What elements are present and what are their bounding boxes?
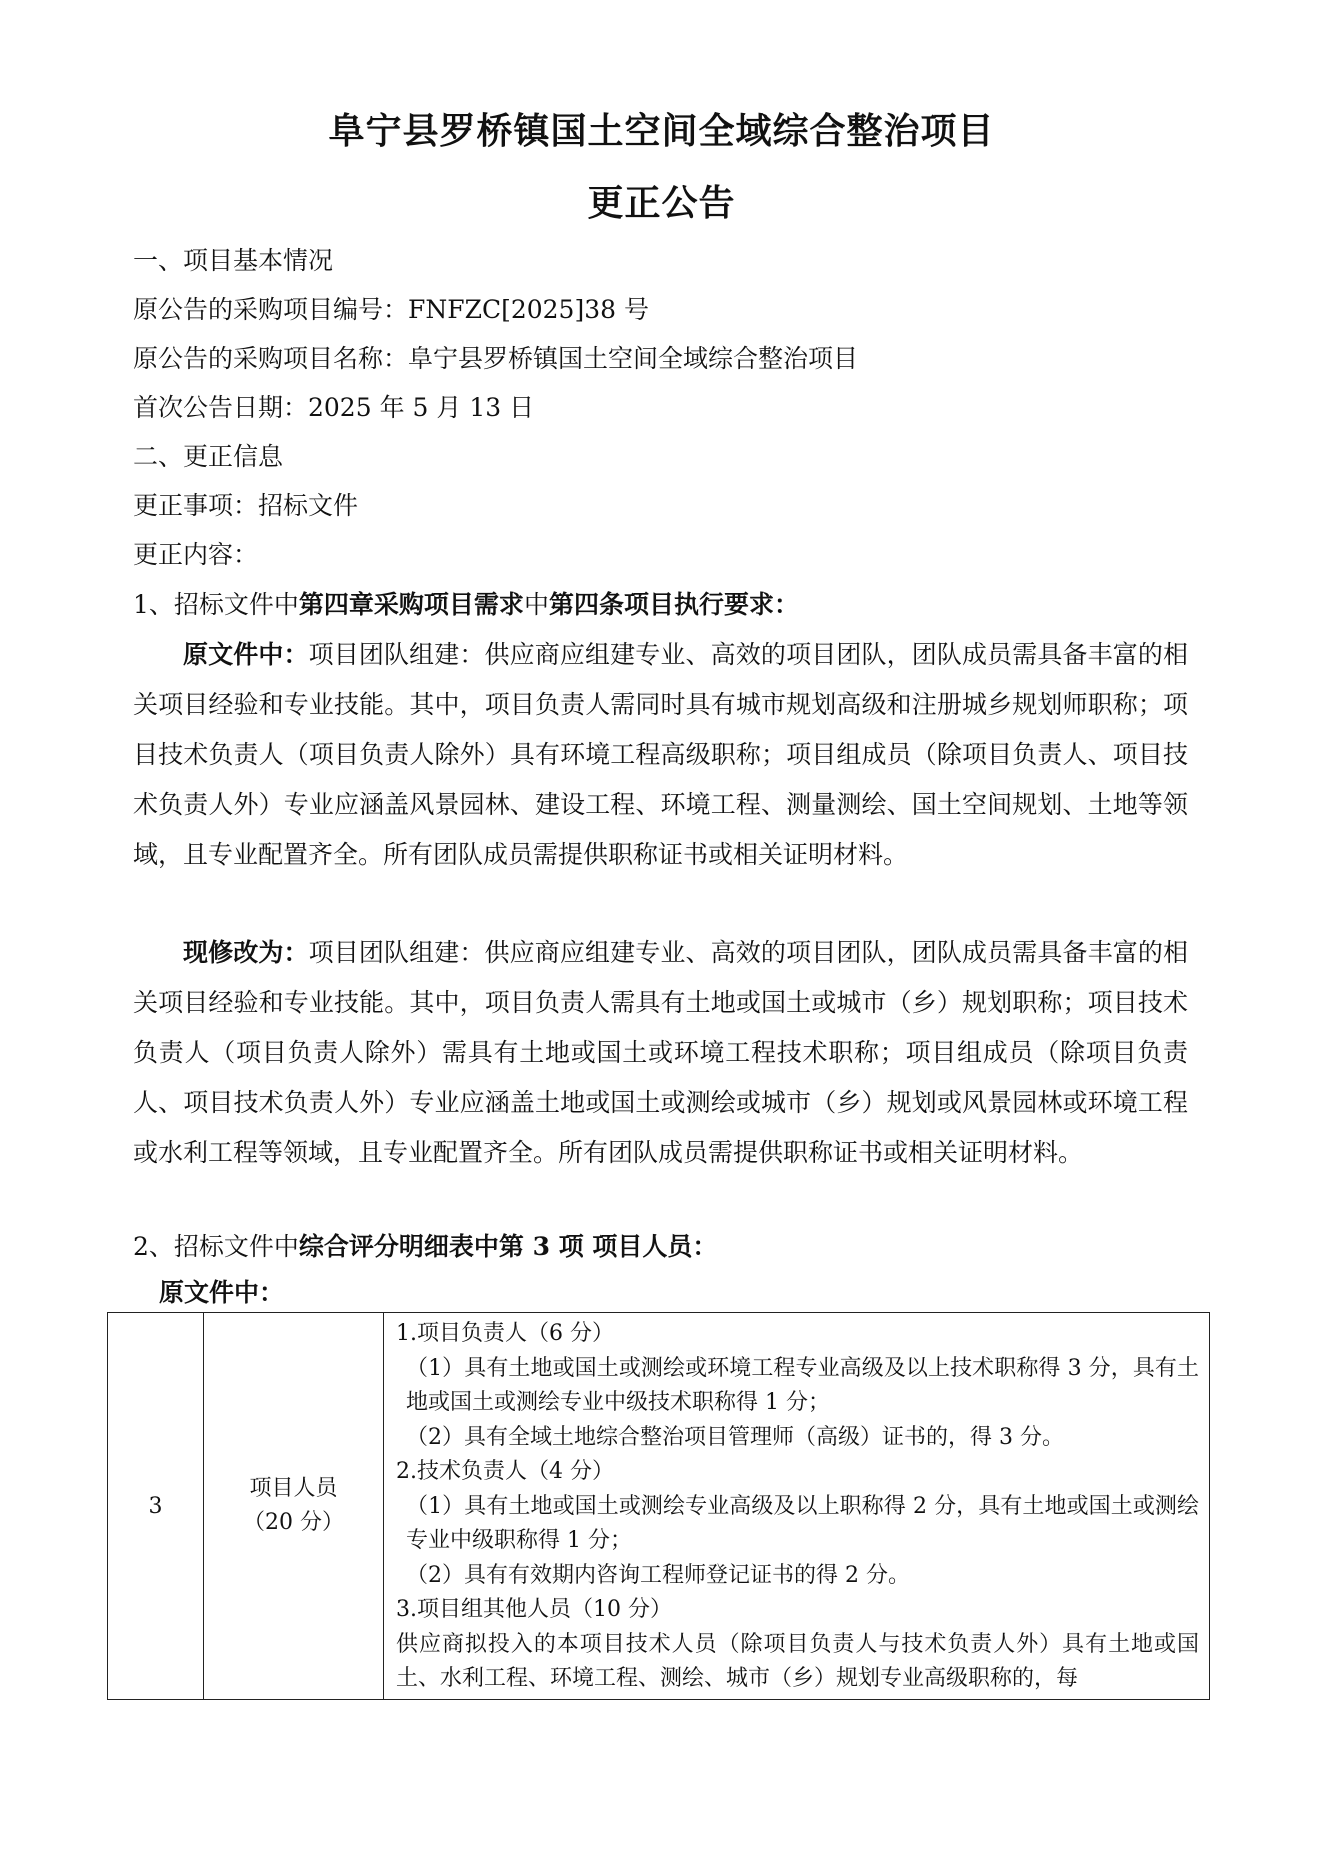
row-number: 3 [108,1313,204,1700]
item1-middle: 中 [523,590,549,619]
criteria-line: （1）具有土地或国土或测绘或环境工程专业高级及以上技术职称得 3 分，具有土地或国土或测绘专业中级技术职称得 1 分； [406,1355,1199,1416]
scoring-table [107,1312,1210,1700]
criteria-line: 2.技术负责人（4 分） [396,1459,614,1485]
original2-label: 原文件中： [159,1278,285,1307]
category-name: 项目人员 [249,1476,338,1501]
original-text: 项目团队组建：供应商应组建专业、高效的项目团队，团队成员需具备丰富的相关项目经验和专业技能。其中，项目负责人需同时具有城市规划高级和注册城乡规划师职称；项目技术负责人（项目负责人除外）具有环境工程高级职称；项目组成员（除项目负责人、项目技术负责人外）专业应涵盖风景园林、建设工程、环境工程、测量测绘、国土空间规划、土地等领域，且专业配置齐全。所有团队成员需提供职称证书或相关证明材料。 [133,640,1188,869]
item2-heading [133,1232,717,1262]
criteria-line: （2）具有有效期内咨询工程师登记证书的得 2 分。 [406,1562,910,1588]
first-notice-date: 首次公告日期：2025 年 5 月 13 日 [133,393,535,422]
category-score: （20 分） [243,1510,344,1535]
revised-paragraph-1 [133,928,1188,1178]
revised-text: 项目团队组建：供应商应组建专业、高效的项目团队，团队成员需具备丰富的相关项目经验和专业技能。其中，项目负责人需具有土地或国土或城市（乡）规划职称；项目技术负责人（项目负责人除外）需具有土地或国土或环境工程技术职称；项目组成员（除项目负责人、项目技术负责人外）专业应涵盖土地或国土或测绘或城市（乡）规划或风景园林或环境工程或水利工程等领域，且专业配置齐全。所有团队成员需提供职称证书或相关证明材料。 [133,938,1188,1167]
table-row [108,1313,1210,1700]
item1-chapter: 第四章采购项目需求 [298,590,524,619]
criteria-line: （2）具有全域土地综合整治项目管理师（高级）证书的，得 3 分。 [406,1424,1064,1450]
section2-heading: 二、更正信息 [133,442,284,471]
item2-prefix: 2、招标文件中 [133,1232,299,1261]
item2-bold: 综合评分明细表中第 3 项 项目人员： [298,1232,718,1261]
doc-title: 阜宁县罗桥镇国土空间全域综合整治项目 [328,110,995,152]
section1-heading: 一、项目基本情况 [133,246,334,275]
criteria-line: （1）具有土地或国土或测绘专业高级及以上职称得 2 分，具有土地或国土或测绘专业中级职称得 1 分； [406,1493,1199,1554]
correction-content-label: 更正内容： [133,540,259,569]
item1-clause: 第四条项目执行要求： [548,590,799,619]
item1-heading [133,590,799,620]
original-label: 原文件中： [183,640,309,669]
original-paragraph-1 [133,630,1188,880]
item1-prefix: 1、招标文件中 [133,590,299,619]
row-category [204,1313,384,1700]
project-number: 原公告的采购项目编号：FNFZC[2025]38 号 [133,295,649,324]
correction-item: 更正事项：招标文件 [133,491,359,520]
project-name: 原公告的采购项目名称：阜宁县罗桥镇国土空间全域综合整治项目 [133,344,859,373]
revised-label: 现修改为： [183,938,309,967]
doc-subtitle: 更正公告 [587,182,736,224]
row-criteria [384,1313,1210,1700]
criteria-line: 1.项目负责人（6 分） [396,1321,614,1347]
criteria-line: 供应商拟投入的本项目技术人员（除项目负责人与技术负责人外）具有土地或国土、水利工程、环境工程、测绘、城市（乡）规划专业高级职称的，每 [396,1631,1199,1692]
criteria-line: 3.项目组其他人员（10 分） [396,1597,672,1623]
